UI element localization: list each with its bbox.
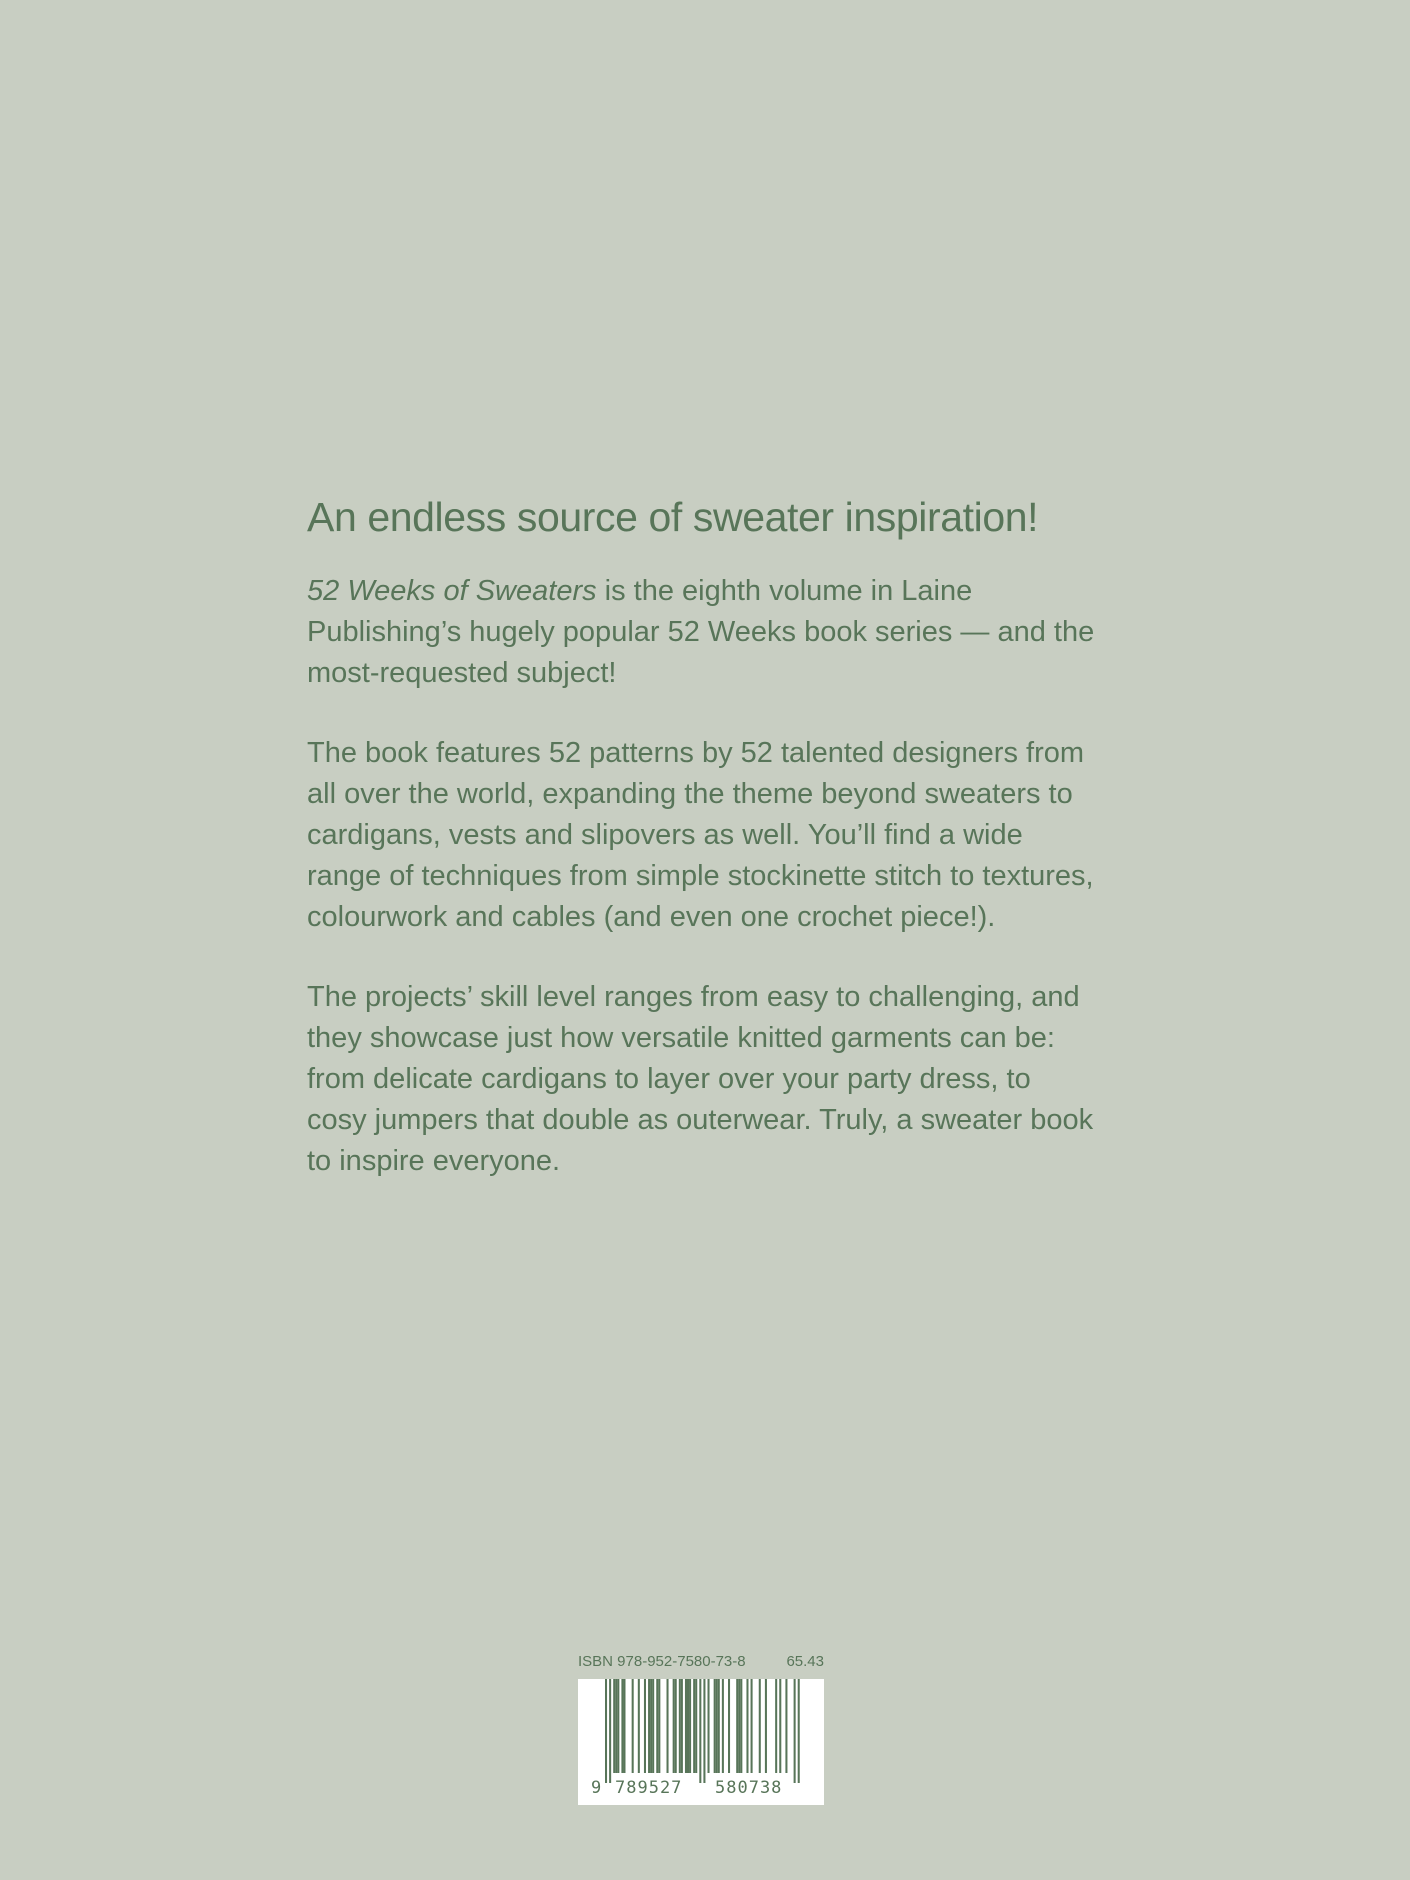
paragraph-skill-level: The projects’ skill level ranges from easy to challenging, and they showcase just how versatile knitted garments can be: from delicate cardigans to layer over your party dress, to cosy jumpers that double as outerwear. Truly, a sweater book to inspire everyone. [307, 981, 1094, 1177]
barcode-digits-left: 789527 [615, 1778, 683, 1798]
barcode-bar [785, 1679, 787, 1773]
barcode-bar [679, 1679, 681, 1773]
barcode-bar [605, 1679, 607, 1783]
barcode-bar [638, 1679, 640, 1773]
barcode-bar [685, 1679, 687, 1773]
back-cover-text [307, 488, 1097, 1182]
barcode-bar [714, 1679, 716, 1773]
barcode-digits-right: 580738 [715, 1778, 783, 1798]
barcode-bar [765, 1679, 767, 1773]
barcode-bar [652, 1679, 654, 1773]
isbn-number: ISBN 978-952-7580-73-8 [578, 1653, 746, 1670]
barcode-bar [667, 1679, 669, 1773]
barcode-bar [736, 1679, 738, 1773]
barcode-bar [621, 1679, 623, 1773]
barcode-bar [689, 1679, 691, 1773]
barcode-bar [609, 1679, 611, 1783]
barcode-bar [794, 1679, 796, 1783]
barcode-bar [751, 1679, 753, 1773]
barcode-bar [703, 1679, 705, 1783]
barcode-bar [759, 1679, 761, 1773]
headline: An endless source of sweater inspiration! [307, 494, 1039, 540]
barcode-bar [681, 1679, 683, 1773]
book-title: 52 Weeks of Sweaters [307, 575, 597, 607]
barcode-bar [738, 1679, 740, 1773]
barcode-bar [623, 1679, 625, 1773]
barcode-bar [658, 1679, 660, 1773]
barcode-bar [699, 1679, 701, 1783]
barcode-bar [615, 1679, 617, 1773]
barcode-bar [613, 1679, 615, 1773]
barcode-bar [746, 1679, 748, 1773]
barcode-bar [775, 1679, 777, 1773]
paragraph-intro-text: is the eighth volume in Laine Publishing’s hugely popular 52 Weeks book series — and the most-requested subject! [307, 575, 1095, 689]
barcode-bar [648, 1679, 650, 1773]
barcode-digit-first: 9 [591, 1778, 603, 1798]
isbn-line [578, 1652, 824, 1672]
barcode-bar [632, 1679, 634, 1773]
barcode-bar [617, 1679, 619, 1773]
barcode-bar [650, 1679, 652, 1773]
barcode-bar [722, 1679, 724, 1773]
barcode-bar [695, 1679, 697, 1773]
barcode-bar [718, 1679, 720, 1773]
paragraph-features: The book features 52 patterns by 52 talented designers from all over the world, expanding the theme beyond sweaters to cardigans, vests and slipovers as well. You’ll find a wide range of techniques from simple stockinette stitch to textures, colourwork and cables (and even one crochet piece!). [307, 737, 1094, 933]
barcode-bar [740, 1679, 742, 1773]
barcode-bar [708, 1679, 710, 1773]
barcode-bar [779, 1679, 781, 1773]
isbn-block [578, 1652, 824, 1805]
barcode-bar [673, 1679, 675, 1773]
barcode-bar [693, 1679, 695, 1773]
barcode-bar [687, 1679, 689, 1773]
barcode-bar [644, 1679, 646, 1773]
barcode-bar [728, 1679, 730, 1773]
barcode-bar [656, 1679, 658, 1773]
price-code: 65.43 [786, 1653, 824, 1670]
barcode-bar [675, 1679, 677, 1773]
barcode-bar [798, 1679, 800, 1783]
barcode [578, 1679, 824, 1805]
paragraph-intro [307, 571, 1097, 694]
barcode-bar [716, 1679, 718, 1773]
barcode-digits [578, 1778, 824, 1802]
